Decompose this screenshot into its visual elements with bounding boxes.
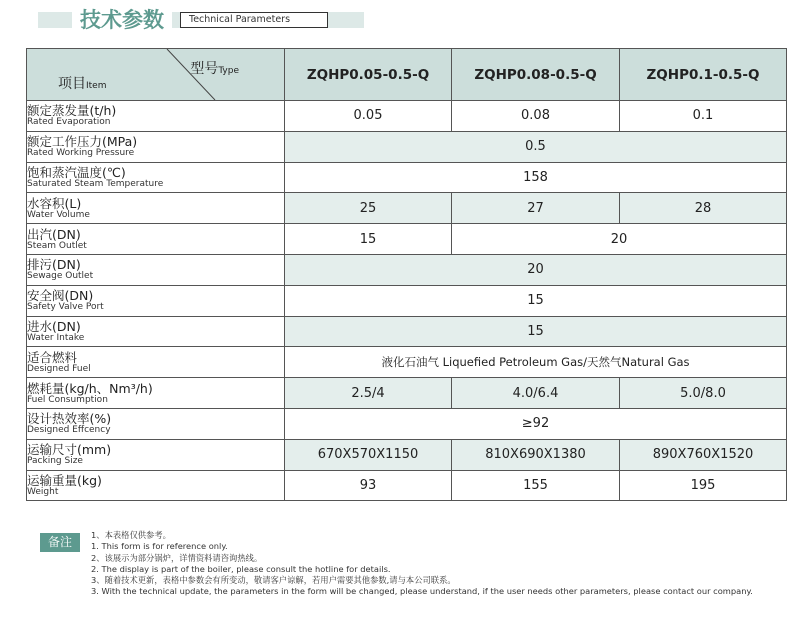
row-label: 水容积(L) Water Volume xyxy=(27,193,285,224)
table-row xyxy=(27,254,787,285)
corner-item-label: 项目Item xyxy=(58,76,107,92)
spec-table xyxy=(26,48,787,501)
note-line: 2. The display is part of the boiler, please consult the hotline for details. xyxy=(91,563,391,574)
value-cell: 93 xyxy=(285,470,452,501)
value-cell: 25 xyxy=(285,193,452,224)
value-cell: 15 xyxy=(285,316,787,347)
table-row xyxy=(27,316,787,347)
value-cell: 2.5/4 xyxy=(285,378,452,409)
note-line: 2、该展示为部分锅炉，详情资料请咨询热线。 xyxy=(91,552,263,563)
row-label: 安全阀(DN) Safety Valve Port xyxy=(27,285,285,316)
table-row xyxy=(27,408,787,439)
notes-badge: 备注 xyxy=(40,533,80,552)
value-cell: 155 xyxy=(452,470,620,501)
value-cell: 0.08 xyxy=(452,101,620,132)
table-row xyxy=(27,131,787,162)
value-cell: 810X690X1380 xyxy=(452,439,620,470)
row-label: 额定蒸发量(t/h) Rated Evaporation xyxy=(27,101,285,132)
note-line: 1. This form is for reference only. xyxy=(91,541,228,552)
table-row xyxy=(27,224,787,255)
row-label: 运输尺寸(mm) Packing Size xyxy=(27,439,285,470)
value-cell: 4.0/6.4 xyxy=(452,378,620,409)
table-row xyxy=(27,162,787,193)
row-label: 出汽(DN) Steam Outlet xyxy=(27,224,285,255)
row-label: 进水(DN) Water Intake xyxy=(27,316,285,347)
table-row xyxy=(27,470,787,501)
model-header: ZQHP0.08-0.5-Q xyxy=(452,49,620,101)
note-line: 3、随着技术更新，表格中参数会有所变动，敬请客户谅解，若用户需要其他参数,请与本公司联系。 xyxy=(91,575,456,586)
table-row xyxy=(27,193,787,224)
table-header-row xyxy=(27,49,787,101)
row-label: 额定工作压力(MPa) Rated Working Pressure xyxy=(27,131,285,162)
value-cell: 20 xyxy=(452,224,787,255)
model-header: ZQHP0.1-0.5-Q xyxy=(620,49,787,101)
value-cell: 890X760X1520 xyxy=(620,439,787,470)
table-row xyxy=(27,439,787,470)
value-cell: ≥92 xyxy=(285,408,787,439)
table-row xyxy=(27,285,787,316)
note-line: 1、本表格仅供参考。 xyxy=(91,530,171,540)
value-cell: 28 xyxy=(620,193,787,224)
section-subtitle: Technical Parameters xyxy=(180,12,328,28)
row-label: 排污(DN) Sewage Outlet xyxy=(27,254,285,285)
section-title: 技术参数 xyxy=(72,6,172,34)
row-label: 运输重量(kg) Weight xyxy=(27,470,285,501)
row-label: 适合燃料 Designed Fuel xyxy=(27,347,285,378)
value-cell: 0.05 xyxy=(285,101,452,132)
value-cell: 195 xyxy=(620,470,787,501)
table-row xyxy=(27,347,787,378)
section-header xyxy=(0,0,801,40)
value-cell: 158 xyxy=(285,162,787,193)
row-label: 饱和蒸汽温度(℃) Saturated Steam Temperature xyxy=(27,162,285,193)
value-cell: 液化石油气 Liquefied Petroleum Gas/天然气Natural Gas xyxy=(285,347,787,378)
corner-header-cell xyxy=(27,49,285,101)
value-cell: 0.1 xyxy=(620,101,787,132)
notes-list xyxy=(91,530,791,598)
value-cell: 15 xyxy=(285,224,452,255)
value-cell: 20 xyxy=(285,254,787,285)
value-cell: 0.5 xyxy=(285,131,787,162)
table-row xyxy=(27,101,787,132)
row-label: 设计热效率(%) Designed Effcency xyxy=(27,408,285,439)
model-header: ZQHP0.05-0.5-Q xyxy=(285,49,452,101)
value-cell: 15 xyxy=(285,285,787,316)
note-line: 3. With the technical update, the parameters in the form will be changed, please understand, if the user needs other parameters, please contact our company. xyxy=(91,586,753,597)
corner-type-label: 型号Type xyxy=(190,61,239,77)
row-label: 燃耗量(kg/h、Nm³/h) Fuel Consumption xyxy=(27,378,285,409)
value-cell: 5.0/8.0 xyxy=(620,378,787,409)
table-row xyxy=(27,378,787,409)
value-cell: 670X570X1150 xyxy=(285,439,452,470)
value-cell: 27 xyxy=(452,193,620,224)
